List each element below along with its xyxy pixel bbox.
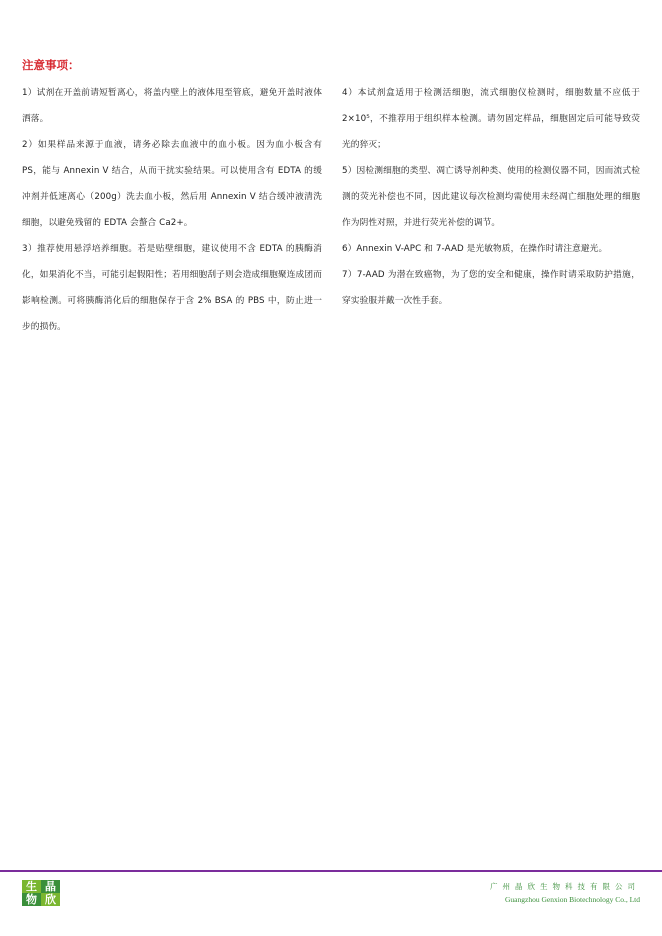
note-item-1: 1）试剂在开盖前请短暂离心，将盖内壁上的液体甩至管底，避免开盖时液体洒落。 xyxy=(22,88,322,124)
logo-char-3: 物 xyxy=(22,893,41,906)
logo-char-4: 欣 xyxy=(41,893,60,906)
logo-char-2: 晶 xyxy=(41,880,60,893)
company-name-english: Guangzhou Genxion Biotechnology Co., Ltd xyxy=(505,895,640,904)
notes-right-column xyxy=(342,80,640,314)
company-name-chinese: 广州晶欣生物科技有限公司 xyxy=(490,882,640,891)
note-item-4: 4）本试剂盒适用于检测活细胞，流式细胞仪检测时，细胞数量不应低于 2×10⁵，不推荐用于组织样本检测。请勿固定样品，细胞固定后可能导致荧光的猝灭； xyxy=(342,88,640,150)
notes-left-column xyxy=(22,80,322,340)
note-item-2: 2）如果样品来源于血液，请务必除去血液中的血小板。因为血小板含有 PS，能与 Annexin V 结合，从而干扰实验结果。可以使用含有 EDTA 的缓冲剂并低速离心（200g）洗去血小板，然后用 Annexin V 结合缓冲液清洗细胞，以避免残留的 EDTA 会螯合 Ca2+。 xyxy=(22,140,322,228)
note-item-6: 6）Annexin V-APC 和 7-AAD 是光敏物质，在操作时请注意避光。 xyxy=(342,244,608,254)
company-logo xyxy=(22,880,60,906)
note-item-3: 3）推荐使用悬浮培养细胞。若是贴壁细胞，建议使用不含 EDTA 的胰酶消化，如果消化不当，可能引起假阳性；若用细胞刮子则会造成细胞聚连成团而影响检测。可将胰酶消化后的细胞保存于含 2% BSA 的 PBS 中，防止进一步的损伤。 xyxy=(22,244,322,332)
note-item-5: 5）因检测细胞的类型、凋亡诱导剂种类、使用的检测仪器不同，因而流式检测的荧光补偿也不同，因此建议每次检测均需使用未经凋亡细胞处理的细胞作为阴性对照，并进行荧光补偿的调节。 xyxy=(342,166,640,228)
note-item-7: 7）7-AAD 为潜在致癌物，为了您的安全和健康，操作时请采取防护措施，穿实验服并戴一次性手套。 xyxy=(342,270,640,306)
logo-char-1: 生 xyxy=(22,880,41,893)
footer-divider xyxy=(0,870,662,872)
notes-heading: 注意事项： xyxy=(22,58,80,72)
